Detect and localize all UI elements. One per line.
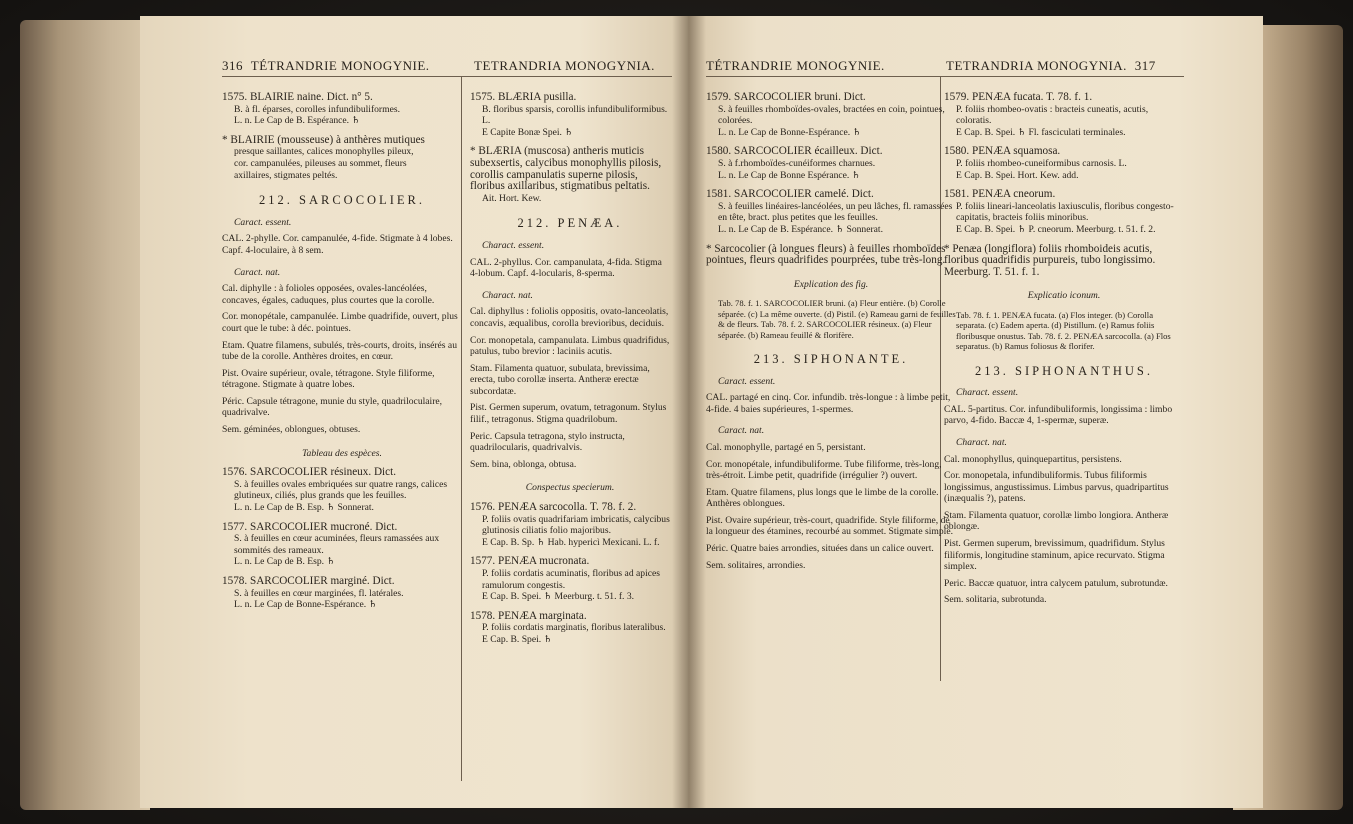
lpa-species-entry-line: S. à feuilles en cœur acuminées, fleurs ramassées aux sommités des rameaux. <box>234 533 440 556</box>
right-header-rule <box>706 76 1184 77</box>
lpb-species-entry <box>470 611 670 646</box>
rpa-entry-head: 1580. SARCOCOLIER écailleux. Dict. <box>706 145 883 158</box>
rpa-essent-text: CAL. partagé en cinq. Cor. infundib. très-longue : à limbe petit, 4-fide. 4 baies supérieures, 1-spermes. <box>706 392 951 415</box>
rpb-explanation-title: Explicatio iconum. <box>1027 290 1101 302</box>
lpa-nat-item: Cal. diphylle : à folioles opposées, ovales-lancéolées, concaves, égales, caduques, plus courtes que la corolle. <box>222 283 435 306</box>
rpb-entry-head: 1579. PENÆA fucata. T. 78. f. 1. <box>944 91 1093 103</box>
rpa-plate-text: Tab. 78. f. 1. SARCOCOLIER bruni. (a) Fleur entière. (b) Corolle séparée. (c) La même ouverte. (d) Pistil. (e) Rameau garni de feuilles & de fleurs. Tab. 78. f. 2. SARCOCOLIER résineux. (a) Fleur séparée. (b) Rameau feuillé & florifère. <box>718 298 956 340</box>
lpb-species-entry-head: 1576. PENÆA sarcocolla. T. 78. f. 2. <box>470 501 637 514</box>
rpb-entry-line: E Cap. B. Spei. ♄ P. cneorum. Meerburg. t. 51. f. 2. <box>956 223 1156 235</box>
rpa-entry-line: L. n. Le Cap de B. Espérance. ♄ Sonnerat. <box>718 223 883 235</box>
lpa-nat-item: Sem. géminées, oblongues, obtuses. <box>222 424 361 436</box>
lpa-nat-item: Péric. Capsule tétragone, munie du style, quadriloculaire, quadrivalve. <box>222 395 443 419</box>
rpa-nat-item: Péric. Quatre baies arrondies, situées dans un calice ouvert. <box>706 543 934 555</box>
lpa-entry-head: 1575. BLAIRIE naine. Dict. n° 5. <box>222 91 373 103</box>
lpb-nat-item: Sem. bina, oblonga, obtusa. <box>470 458 577 470</box>
lpa-entry <box>222 135 462 181</box>
lpb-nat-item: Cor. monopetala, campanulata. Limbus quadrifidus, patulus, tubo brevior : laciniis acutis. <box>470 334 670 358</box>
lpa-entry-line: B. à fl. éparses, corolles infundibuliformes. <box>234 103 400 115</box>
rpb-plate-text: Tab. 78. f. 1. PENÆA fucata. (a) Flos integer. (b) Corolla separata. (c) Eadem aperta. (d) Pistillum. (e) Ramus foliis floribusque onustus. Tab. 78. f. 2. PENÆA sarcocolla. (a) Flos separatus. (b) Ramus foliosus & florifer. <box>956 309 1171 352</box>
rpb-nat-item: Cor. monopetala, infundibuliformis. Tubus filiformis longissimus, angustissimus. Limbus parvus, quadripartitus (inæqualis ?), patens. <box>944 470 1169 505</box>
lpb-species-entry-line: P. foliis ovatis quadrifariam imbricatis, calycibus glutinosis ciliatis folio majoribus. <box>482 513 670 537</box>
lpa-entry-line: cor. campanulées, pileuses au sommet, fleurs <box>234 157 407 169</box>
rpb-nat-item: Stam. Filamenta quatuor, corollæ limbo longiora. Antheræ oblongæ. <box>944 509 1169 533</box>
left-col-french <box>222 84 462 611</box>
lpa-species-entry <box>222 522 462 568</box>
lpb-nat-item: Cal. diphyllus : foliolis oppositis, ovato-lanceolatis, concavis, æqualibus, corolla brevioribus, deciduis. <box>470 306 669 329</box>
lpb-entry <box>470 92 670 138</box>
rpb-nat-item: Peric. Baccæ quatuor, intra calycem patulum, subrotundæ. <box>944 577 1168 589</box>
rpa-nat-item: Cal. monophylle, partagé en 5, persistant. <box>706 441 866 453</box>
lpa-species-entry-head: 1576. SARCOCOLIER résineux. Dict. <box>222 466 397 479</box>
lpa-species-entry-line: L. n. Le Cap de B. Esp. ♄ Sonnerat. <box>234 502 374 514</box>
lpb-species-entry-line: E Cap. B. Spei. ♄ Meerburg. t. 51. f. 3. <box>482 591 635 603</box>
lpb-entry-line: B. floribus sparsis, corollis infundibuliformibus. L. <box>482 103 668 127</box>
rpb-entry <box>944 189 1184 235</box>
lpb-entry-head: 1575. BLÆRIA pusilla. <box>470 91 577 103</box>
lpb-species-entry <box>470 556 670 602</box>
lpa-entry-head: * BLAIRIE (mousseuse) à anthères mutiques <box>222 133 425 146</box>
lpb-entry <box>470 146 670 204</box>
lpb-entry-line: Ait. Hort. Kew. <box>482 192 542 204</box>
rpa-entry <box>706 146 956 181</box>
left-col-latin <box>470 84 670 646</box>
lpa-nat-item: Pist. Ovaire supérieur, ovale, tétragone. Style filiforme, tétragone. Stigmate à quatre lobes. <box>222 367 435 391</box>
rpa-nat-item: Sem. solitaires, arrondies. <box>706 559 806 571</box>
rpb-entry <box>944 146 1184 181</box>
rpa-essent-label: Caract. essent. <box>718 375 776 387</box>
lpa-species-entry <box>222 467 462 513</box>
left-page <box>140 16 688 808</box>
lpb-essent-text: CAL. 2-phyllus. Cor. campanulata, 4-fida. Stigma 4-lobum. Capf. 4-locularis, 8-sperma. <box>470 256 662 280</box>
left-running-head <box>222 58 430 74</box>
rpa-entry-head: 1579. SARCOCOLIER bruni. Dict. <box>706 91 866 103</box>
rpa-entry-line: S. à feuilles rhomboïdes-ovales, bractées en coin, pointues, colorées. <box>718 103 945 127</box>
lpa-species-entry-line: S. à feuilles ovales embriquées sur quatre rangs, calices glutineux, ciliés, plus grands que les feuilles. <box>234 478 448 502</box>
lpb-species-entry-line: E Cap. B. Sp. ♄ Hab. hypericì Mexicani. L. f. <box>482 536 660 548</box>
lpa-entry-line: axillaires, stigmates peltés. <box>234 169 338 181</box>
lpb-nat-item: Pist. Germen superum, ovatum, tetragonum. Stylus filif., tetragonus. Stigma quadrilobum. <box>470 402 667 426</box>
lpa-species-table-title: Tableau des espèces. <box>302 447 382 459</box>
lpa-species-entry-line: S. à feuilles en cœur marginées, fl. latérales. <box>234 587 404 599</box>
rpa-entry-head: * Sarcocolier (à longues fleurs) à feuilles rhomboïdes pointues, fleurs quadrifides pourprées, tube très-long. <box>706 242 946 267</box>
left-header-la: TETRANDRIA MONOGYNIA. <box>474 58 655 73</box>
rpa-entry-head: 1581. SARCOCOLIER camelé. Dict. <box>706 188 874 201</box>
rpa-entry-line: L. n. Le Cap de Bonne-Espérance. ♄ <box>718 126 862 138</box>
rpb-nat-label: Charact. nat. <box>956 436 1007 448</box>
rpb-entry-head: 1581. PENÆA cneorum. <box>944 188 1056 201</box>
rpb-genus-title: 213. SIPHONANTHUS. <box>975 363 1153 378</box>
rpb-essent-text: CAL. 5-partitus. Cor. infundibuliformis, longissima : limbo parvo, 4-fido. Baccæ 4, 1-spermæ, superæ. <box>944 403 1173 427</box>
rpa-entry-line: S. à feuilles linéaires-lancéolées, un peu lâches, fl. ramassées en tête, bract. plus petites que les feuilles. <box>718 200 953 224</box>
right-header-la: TETRANDRIA MONOGYNIA. <box>946 58 1127 73</box>
lpb-nat-item: Stam. Filamenta quatuor, subulata, brevissima, erecta, tubo corollæ inserta. Antheræ erectæ subcordatæ. <box>470 362 650 397</box>
lpa-entry-line: L. n. Le Cap de B. Espérance. ♄ <box>234 115 361 127</box>
lpb-essent-label: Charact. essent. <box>482 239 545 251</box>
right-running-head <box>946 58 1156 74</box>
right-page <box>688 16 1263 808</box>
lpa-species-entry-head: 1577. SARCOCOLIER mucroné. Dict. <box>222 520 398 533</box>
lpb-species-entry <box>470 502 670 548</box>
lpb-species-entry-line: P. foliis cordatis marginatis, floribus lateralibus. <box>482 622 666 634</box>
lpa-species-entry-line: L. n. Le Cap de Bonne-Espérance. ♄ <box>234 599 378 611</box>
lpa-nat-label: Caract. nat. <box>234 266 281 278</box>
lpa-entry-line: presque saillantes, calices monophylles pileux, <box>234 146 414 158</box>
lpb-species-entry-head: 1577. PENÆA mucronata. <box>470 555 590 568</box>
rpb-entry-line: P. foliis rhombeo-cuneiformibus carnosis. L. <box>956 157 1127 169</box>
rpa-entry <box>706 189 956 235</box>
rpb-essent-label: Charact. essent. <box>956 387 1019 399</box>
rpa-nat-item: Etam. Quatre filamens, plus longs que le limbe de la corolle. Anthères oblongues. <box>706 486 939 510</box>
rpa-explanation-title: Explication des fig. <box>793 278 869 290</box>
rpa-entry-line: L. n. Le Cap de Bonne Espérance. ♄ <box>718 169 861 181</box>
rpb-entry <box>944 92 1184 138</box>
rpb-nat-item: Pist. Germen superum, brevissimum, quadrifidum. Stylus filiformis, longitudine staminum, apice recurvato. Stigma simplex. <box>944 538 1165 573</box>
rpb-nat-item: Sem. solitaria, subrotunda. <box>944 594 1047 606</box>
lpa-species-entry-head: 1578. SARCOCOLIER marginé. Dict. <box>222 575 395 587</box>
lpa-genus-title: 212. SARCOCOLIER. <box>259 193 425 208</box>
rpa-entry <box>706 92 956 138</box>
lpb-entry-head: * BLÆRIA (muscosa) antheris muticis subexsertis, calycibus monophyllis pilosis, corollis campanulatis superne pilosis, floribus axillaribus, stigmatibus peltatis. <box>470 145 662 193</box>
rpb-entry-line: P. foliis lineari-lanceolatis laxiusculis, floribus congesto-capitatis, bracteis foliis minoribus. <box>956 200 1174 224</box>
lpa-essent-label: Caract. essent. <box>234 216 292 228</box>
lpa-essent-text: CAL. 2-phylle. Cor. campanulée, 4-fide. Stigmate à 4 lobes. Capf. 4-loculaire, à 8 sem. <box>222 233 453 256</box>
rpb-entry <box>944 244 1184 279</box>
lpa-species-entry <box>222 576 462 611</box>
left-header-fr: TÉTRANDRIE MONOGYNIE. <box>250 58 430 73</box>
rpa-entry <box>706 244 956 267</box>
rpa-genus-title: 213. SIPHONANTE. <box>753 351 909 366</box>
lpa-nat-item: Etam. Quatre filamens, subulés, très-courts, droits, insérés au tube de la corolle. Anthères droites, en cœur. <box>222 339 457 363</box>
lpa-nat-item: Cor. monopétale, campanulée. Limbe quadrifide, ouvert, plus court que le tube: à déc. pointues. <box>222 311 458 334</box>
lpb-nat-item: Peric. Capsula tetragona, stylo instructa, quadrilocularis, quadrivalvis. <box>470 430 625 454</box>
lpb-species-entry-head: 1578. PENÆA marginata. <box>470 609 587 622</box>
rpb-entry-line: P. foliis rhombeo-ovatis : bracteis cuneatis, acutis, coloratis. <box>956 103 1149 127</box>
rpa-nat-label: Caract. nat. <box>718 425 765 437</box>
rpa-nat-item: Cor. monopétale, infundibuliforme. Tube filiforme, très-long, très-étroit. Limbe petit, quadrifide (irrégulier ?) ouvert. <box>706 458 942 482</box>
rpb-entry-head: * Penæa (longiflora) foliis rhomboideis acutis, floribus quadrifidis purpureis, tubo longissimo. Meerburg. T. 51. f. 1. <box>944 242 1156 278</box>
lpb-species-table-title: Conspectus specierum. <box>525 482 615 494</box>
lpa-species-entry-line: L. n. Le Cap de B. Esp. ♄ <box>234 556 336 568</box>
right-col-latin <box>944 84 1184 606</box>
right-col-french <box>706 84 956 571</box>
lpb-nat-label: Charact. nat. <box>482 289 533 301</box>
rpa-nat-item: Pist. Ovaire supérieur, très-court, quadrifide. Style filiforme, de la longueur des étamines, recourbé au sommet. Stigmate simple. <box>706 514 953 538</box>
rpb-entry-line: E Cap. B. Spei. Hort. Kew. add. <box>956 169 1079 181</box>
right-page-number: 317 <box>1134 58 1156 73</box>
lpb-genus-title: 212. PENÆA. <box>517 216 623 231</box>
rpa-entry-line: S. à f.rhomboïdes-cunéiformes charnues. <box>718 157 876 169</box>
lpb-species-entry-line: E Cap. B. Spei. ♄ <box>482 633 553 645</box>
rpb-nat-item: Cal. monophyllus, quinquepartitus, persistens. <box>944 453 1122 465</box>
right-header-fr: TÉTRANDRIE MONOGYNIE. <box>706 58 885 73</box>
rpb-entry-line: E Cap. B. Spei. ♄ Fl. fasciculati terminales. <box>956 126 1126 138</box>
lpa-entry <box>222 92 462 127</box>
left-page-number: 316 <box>222 58 243 73</box>
lpb-species-entry-line: P. foliis cordatis acuminatis, floribus ad apices ramulorum congestis. <box>482 568 660 591</box>
left-header-rule <box>222 76 672 77</box>
book-gutter <box>672 16 706 808</box>
left-page-stack <box>20 20 150 810</box>
lpb-entry-line: E Capite Bonæ Spei. ♄ <box>482 126 573 138</box>
rpb-entry-head: 1580. PENÆA squamosa. <box>944 145 1061 158</box>
